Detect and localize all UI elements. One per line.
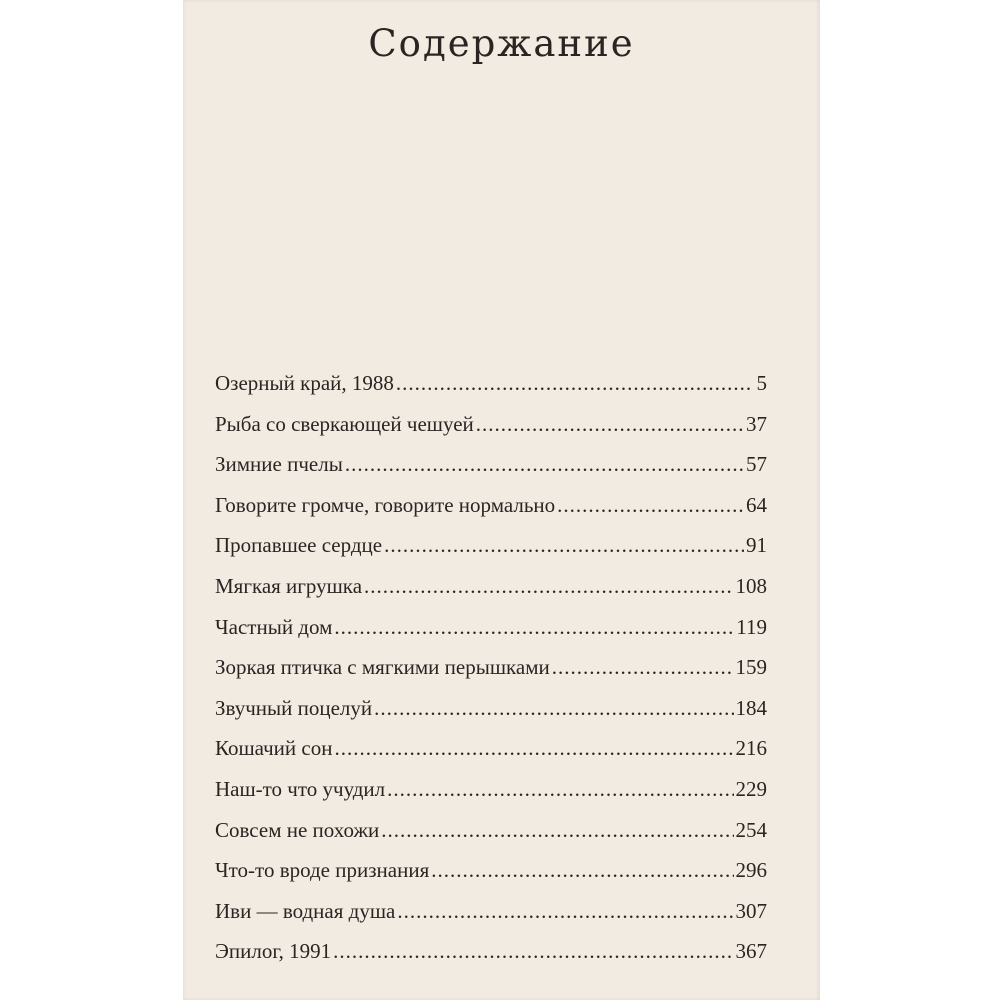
toc-entry: [215, 371, 767, 412]
toc-leader-dots: [387, 777, 733, 802]
page-title: Содержание: [368, 22, 635, 65]
toc-entry-page: 159: [735, 655, 767, 680]
toc-entry: [215, 574, 767, 615]
toc-entry-page: 229: [735, 776, 767, 801]
toc-entry-title: Иви — водная душа: [215, 898, 396, 923]
toc-leader-dots: [397, 899, 733, 924]
toc-leader-dots: [552, 655, 734, 680]
toc-leader-dots: [384, 533, 744, 558]
toc-entry: [215, 777, 767, 818]
toc-entry-title: Наш-то что учудил: [215, 776, 386, 801]
toc-entry-page: 367: [735, 939, 767, 964]
toc-leader-dots: [345, 452, 744, 477]
toc-leader-dots: [396, 371, 751, 396]
toc-entry-title: Совсем не похожи: [215, 817, 380, 842]
toc-entry-page: 5: [756, 371, 767, 395]
toc-entry-title: Пропавшее сердце: [215, 533, 383, 558]
toc-entry: [215, 899, 767, 940]
toc-leader-dots: [333, 939, 733, 964]
toc-entry: [215, 615, 767, 656]
toc-entry-page: 57: [746, 452, 767, 477]
toc-entry: [215, 858, 767, 899]
toc-entry-page: 91: [746, 533, 767, 558]
toc-entry-title: Частный дом: [215, 614, 333, 639]
toc-entry: [215, 939, 767, 980]
toc-leader-dots: [334, 615, 734, 640]
toc-entry: [215, 493, 767, 534]
toc-entry: [215, 818, 767, 859]
toc-entry-page: 37: [746, 411, 767, 436]
toc-entry-title: Мягкая игрушка: [215, 573, 363, 598]
toc-entry: [215, 736, 767, 777]
toc-entry-page: 184: [735, 695, 767, 720]
toc-entry-page: 296: [735, 858, 767, 883]
toc-entry-page: 119: [736, 614, 767, 639]
toc-entry: [215, 412, 767, 453]
toc-leader-dots: [374, 696, 733, 721]
toc-entry-title: Звучный поцелуй: [215, 695, 373, 720]
toc-leader-dots: [476, 412, 744, 437]
toc-entry-title: Эпилог, 1991: [215, 939, 332, 964]
toc-entry-page: 254: [735, 817, 767, 842]
toc-leader-dots: [334, 736, 733, 761]
toc-leader-dots: [381, 818, 733, 843]
toc-entry-title: Кошачий сон: [215, 736, 333, 761]
toc-entry-page: 108: [735, 573, 767, 598]
toc-entry: [215, 696, 767, 737]
toc-entry-title: Зоркая птичка с мягкими перышками: [215, 655, 550, 680]
toc-entry-title: Озерный край, 1988: [215, 371, 394, 395]
toc-entry-title: Что-то вроде признания: [215, 858, 430, 883]
toc-entry-page: 216: [735, 736, 767, 761]
book-page: [183, 0, 820, 1000]
toc-entry-title: Зимние пчелы: [215, 452, 343, 477]
toc-leader-dots: [557, 493, 744, 518]
toc-entry-page: 64: [746, 492, 767, 517]
toc-entry-page: 307: [735, 898, 767, 923]
toc-entry: [215, 533, 767, 574]
toc-leader-dots: [364, 574, 733, 599]
toc-entry: [215, 655, 767, 696]
table-of-contents: [215, 371, 767, 980]
toc-entry: [215, 452, 767, 493]
toc-entry-title: Говорите громче, говорите нормально: [215, 492, 556, 517]
toc-leader-dots: [431, 858, 733, 883]
toc-entry-title: Рыба со сверкающей чешуей: [215, 411, 474, 436]
